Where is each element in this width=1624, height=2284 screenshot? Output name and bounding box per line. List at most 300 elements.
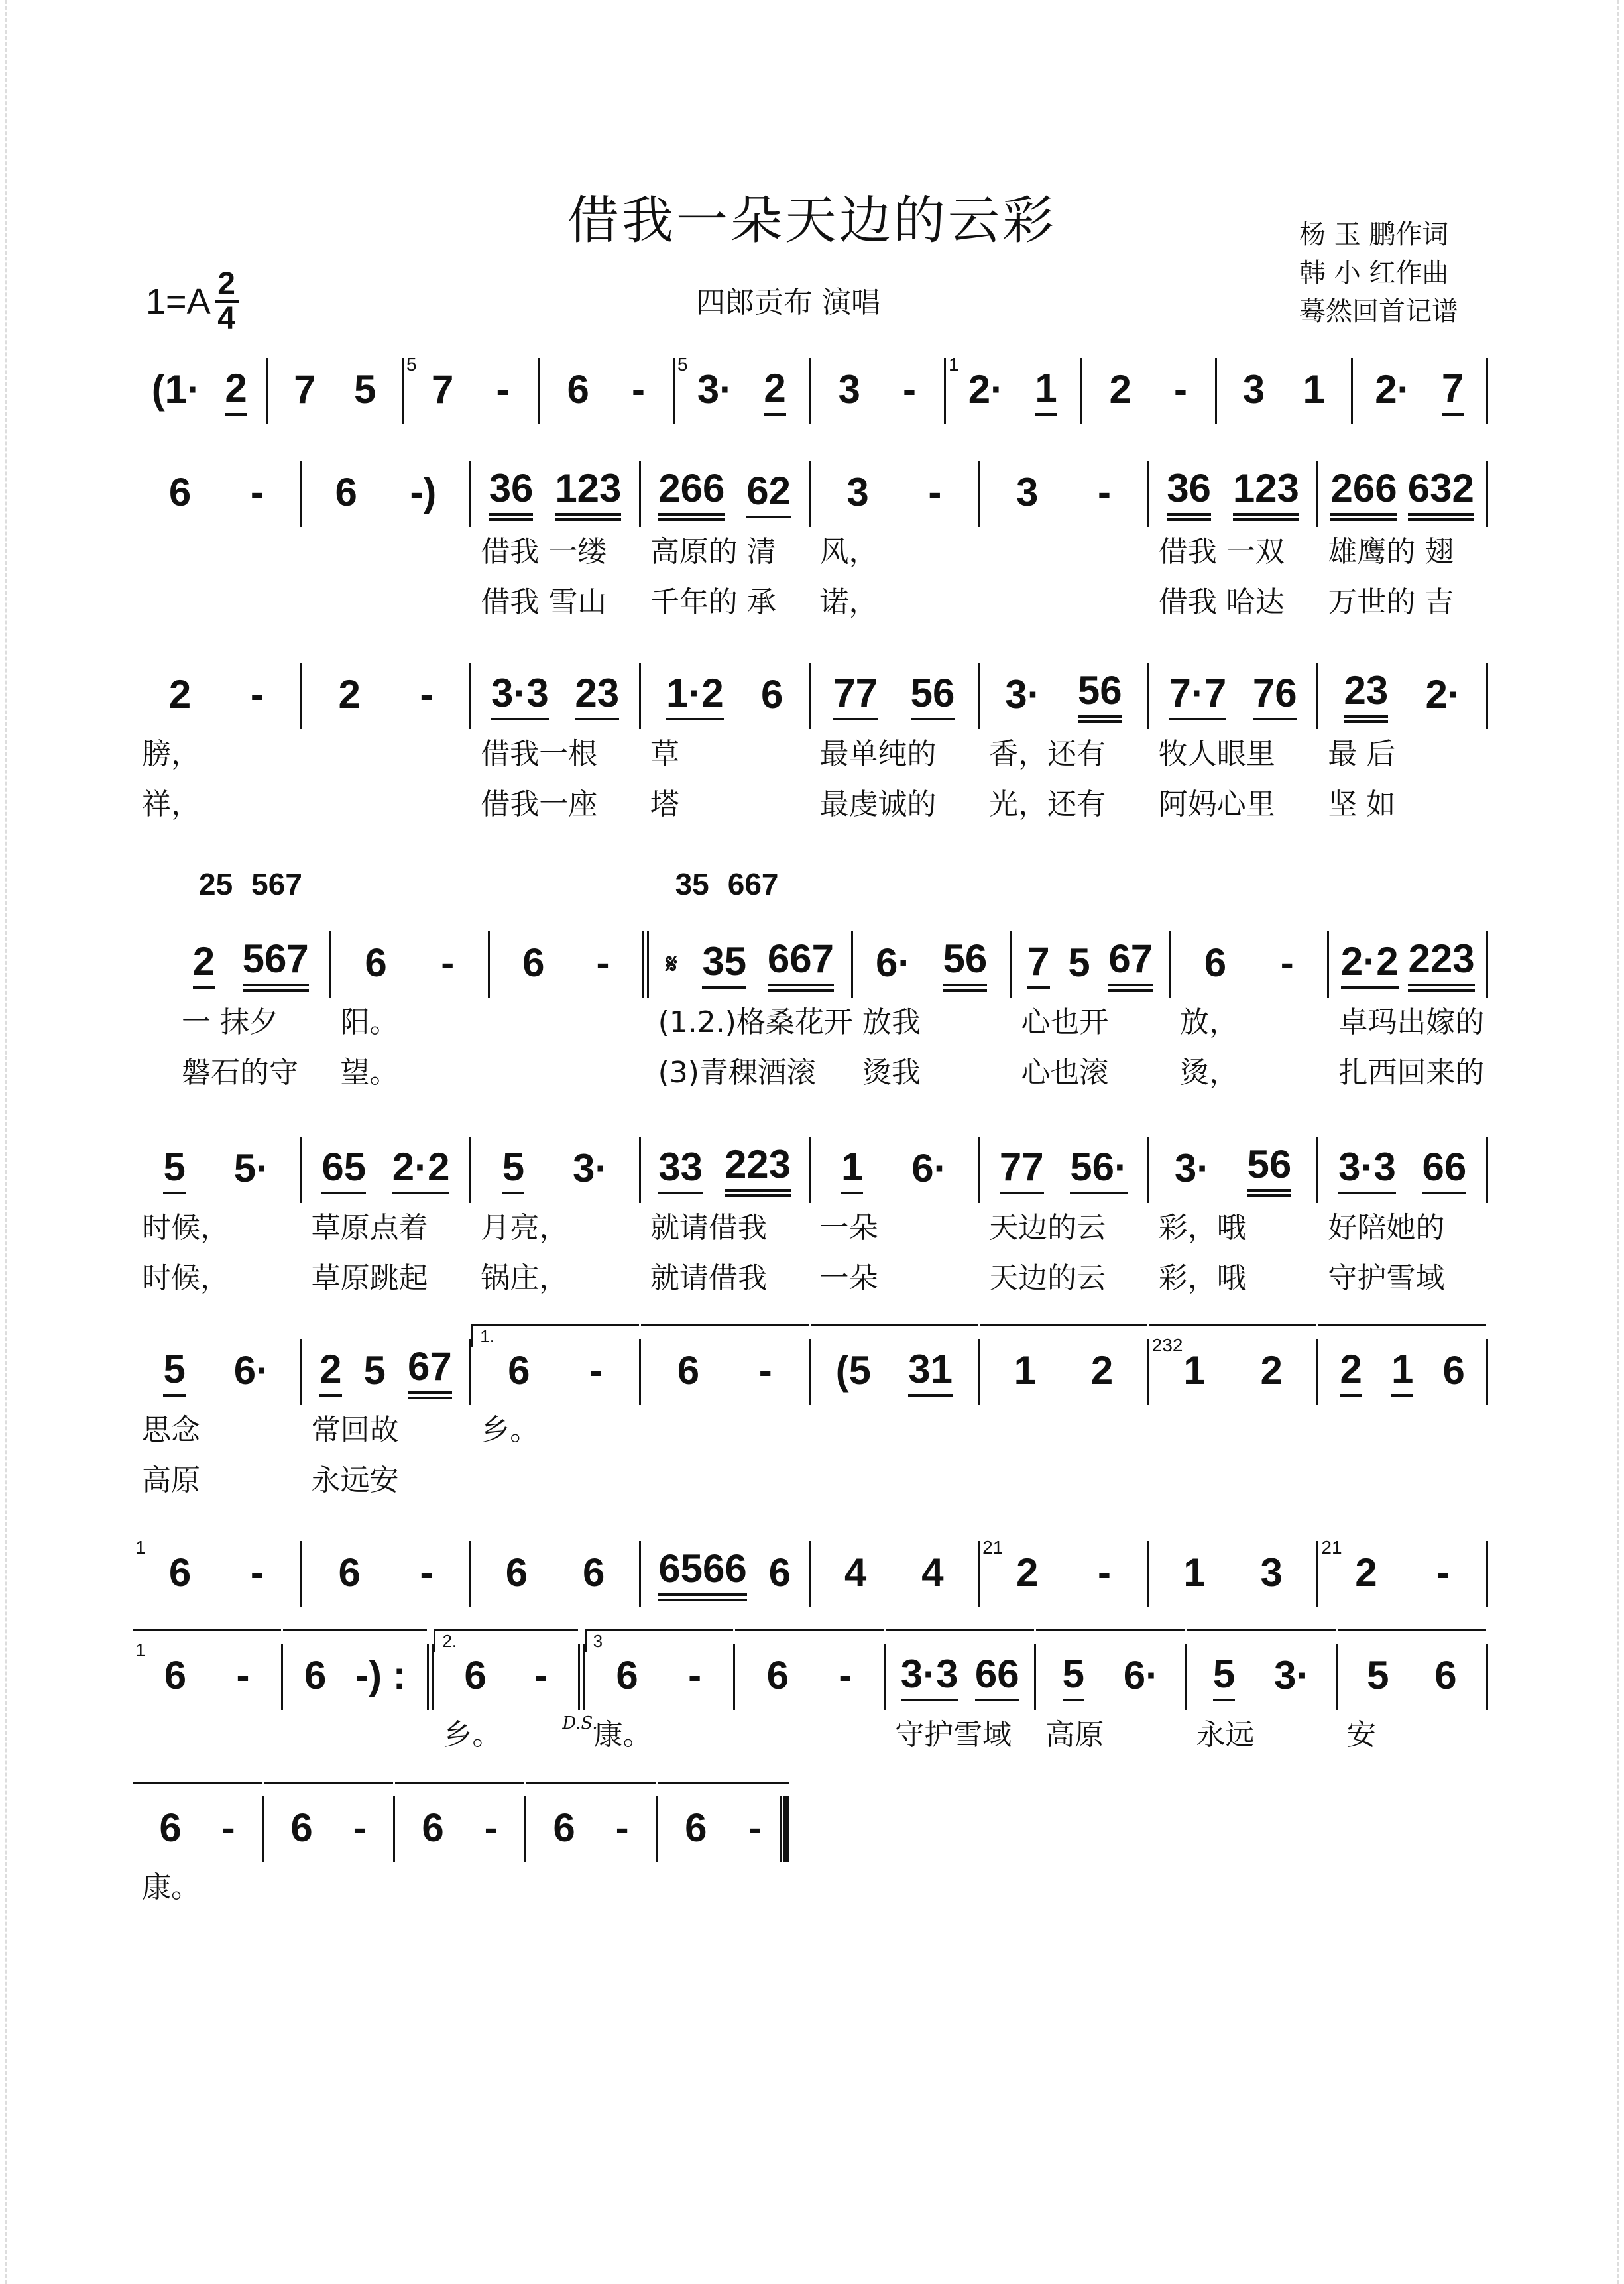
ossia-notes xyxy=(675,866,779,902)
lyric-verse-1: 草原点着 xyxy=(311,1211,428,1245)
lyric-verse-2: 烫我 xyxy=(862,1056,921,1090)
measure-notes xyxy=(1217,358,1353,424)
ossia-note-group: 25 xyxy=(199,867,233,901)
grace-note: 1 xyxy=(949,354,959,374)
measure xyxy=(302,1137,472,1304)
lyric-verse-1: 乡。 xyxy=(443,1718,502,1752)
note-group: 23 xyxy=(1344,669,1389,723)
note-group: 223 xyxy=(725,1143,791,1197)
measure xyxy=(302,1339,472,1506)
note-group: 76 xyxy=(1253,671,1297,720)
note-group: 23 xyxy=(575,671,619,720)
lyric-verse-1: 借我 一缕 xyxy=(481,535,607,569)
lyric-verse-1: 守护雪域 xyxy=(895,1718,1012,1752)
note-group: 3·3 xyxy=(901,1652,958,1701)
lyric-verse-1: 常回故 xyxy=(311,1413,399,1447)
note-group: 3 xyxy=(846,470,869,514)
note-group: - xyxy=(839,1653,852,1697)
volta-bracket: 1. xyxy=(471,1324,639,1347)
measure-notes xyxy=(853,931,1012,998)
note-group: 6 xyxy=(553,1805,575,1850)
lyric-verse-1: 就请借我 xyxy=(650,1211,767,1245)
lyric-verse-2: 永远安 xyxy=(311,1463,399,1497)
note-group: - xyxy=(221,1805,235,1850)
measure xyxy=(1318,663,1488,830)
measure xyxy=(1318,1537,1488,1607)
lyric-verse-2: 心也滚 xyxy=(1021,1056,1109,1090)
note-group: 33 xyxy=(658,1145,703,1194)
measure-notes xyxy=(1149,1335,1319,1405)
lyric-verse-2: 最虔诚的 xyxy=(819,787,937,821)
lyric-verse-2: 借我一座 xyxy=(481,787,598,821)
measure xyxy=(1149,663,1319,830)
note-group: 1 xyxy=(1035,367,1057,416)
note-group: 2 xyxy=(764,367,785,416)
note-group: 6 xyxy=(567,367,589,412)
lyric-verse-2: 草原跳起 xyxy=(311,1261,428,1295)
note-group: 6 xyxy=(422,1805,444,1850)
lyric-verse-1: 高原的 清 xyxy=(650,535,776,569)
lyric-verse-1: 草 xyxy=(650,737,679,771)
measure xyxy=(641,1541,811,1607)
note-group: 4 xyxy=(844,1550,867,1595)
key-label: 1=A xyxy=(146,282,211,321)
note-group: 1 xyxy=(1183,1348,1206,1393)
ds-marking: D.S. xyxy=(562,1713,598,1733)
measure-notes xyxy=(1318,1339,1488,1405)
measure-notes xyxy=(811,1541,980,1607)
note-group: - xyxy=(596,941,610,985)
measure-notes xyxy=(302,1339,472,1405)
note-group: 77 xyxy=(833,671,878,720)
measure xyxy=(471,461,641,628)
measure xyxy=(133,358,268,424)
note-group: 3 xyxy=(1015,470,1039,514)
lyric-verse-2: 就请借我 xyxy=(650,1261,767,1295)
lyric-verse-1: 彩，哦 xyxy=(1158,1211,1246,1245)
measure-notes xyxy=(1318,1137,1488,1203)
note-group: 6 xyxy=(522,941,545,985)
note-group: - xyxy=(1436,1550,1450,1595)
measure xyxy=(1036,1644,1187,1760)
lyric-verse-1: 乡。 xyxy=(481,1413,540,1447)
note-group: 123 xyxy=(1233,467,1299,521)
note-group: 1 xyxy=(841,1145,863,1194)
measure xyxy=(1318,1137,1488,1304)
note-group: 66 xyxy=(975,1652,1019,1701)
note-group: - xyxy=(1097,470,1111,514)
measure xyxy=(641,461,811,628)
note-group: 6 xyxy=(1442,1348,1465,1393)
measure-notes xyxy=(268,358,404,424)
measure xyxy=(395,1796,526,1913)
measure xyxy=(133,663,302,830)
measure xyxy=(811,1137,980,1304)
lyric-verse-1: 思念 xyxy=(142,1413,200,1447)
note-group: - xyxy=(250,1550,264,1595)
note-group: 7·7 xyxy=(1169,671,1227,720)
note-group: 6 xyxy=(168,470,192,514)
measure-notes xyxy=(811,358,947,424)
note-group: 2 xyxy=(1355,1550,1377,1595)
measure xyxy=(540,358,675,424)
note-group: 3· xyxy=(573,1146,609,1190)
score-line xyxy=(133,1796,789,1913)
measure-notes xyxy=(133,358,268,424)
measure-notes xyxy=(540,358,675,424)
note-group: 2 xyxy=(338,672,361,716)
volta-bracket-line xyxy=(980,1324,1147,1326)
lyric-verse-2: 诺， xyxy=(819,585,878,619)
note-group: 65 xyxy=(321,1145,366,1194)
note-group: 632 xyxy=(1408,467,1474,521)
volta-bracket: 3 xyxy=(585,1629,733,1652)
note-group: 6 xyxy=(766,1653,789,1697)
lyric-verse-1: 香，还有 xyxy=(989,737,1106,771)
note-group: 3· xyxy=(697,367,733,412)
lyric-verse-2: 借我 哈达 xyxy=(1158,585,1285,619)
lyric-verse-2: 塔 xyxy=(650,787,679,821)
measure xyxy=(133,1339,302,1506)
note-group: 2 xyxy=(319,1347,341,1397)
measure xyxy=(133,1537,302,1607)
lyric-verse-1: (1.2.)格桑花开 xyxy=(658,1005,853,1039)
lyric-verse-2: 锅庄， xyxy=(481,1261,569,1295)
measure xyxy=(980,1537,1149,1607)
measure xyxy=(980,461,1149,628)
lyric-verse-1: 最 后 xyxy=(1328,737,1396,771)
note-group: 6 xyxy=(335,470,357,514)
grace-note: 21 xyxy=(1321,1537,1342,1558)
measure xyxy=(404,354,540,424)
volta-bracket-line xyxy=(283,1629,427,1631)
note-group: 6 xyxy=(508,1348,530,1393)
note-group: 6 xyxy=(365,941,387,985)
measure xyxy=(658,1796,789,1913)
lyric-verse-1: 阳。 xyxy=(340,1005,399,1039)
note-group: 77 xyxy=(1000,1145,1044,1194)
measure-notes xyxy=(946,354,1082,424)
note-group: 2 xyxy=(168,672,192,716)
note-group: - xyxy=(250,672,264,716)
measure xyxy=(811,461,980,628)
note-group: 3· xyxy=(1274,1653,1310,1697)
score-line xyxy=(133,354,1488,424)
note-group: - xyxy=(688,1653,702,1697)
lyric-verse-1: 放， xyxy=(1179,1005,1238,1039)
note-group: 5 xyxy=(1213,1652,1235,1701)
volta-bracket-line xyxy=(526,1782,656,1784)
measure-notes xyxy=(641,663,811,729)
measure xyxy=(1318,461,1488,628)
measure xyxy=(133,1640,283,1760)
volta-bracket-line xyxy=(641,1324,809,1326)
note-group: 2 xyxy=(1260,1348,1283,1393)
measure-notes xyxy=(471,663,641,729)
measure xyxy=(886,1644,1036,1760)
measure-notes xyxy=(811,1339,980,1405)
measure-notes xyxy=(675,354,811,424)
note-group: 4 xyxy=(921,1550,944,1595)
measure-notes xyxy=(133,1640,283,1710)
score-line xyxy=(133,461,1488,628)
volta-bracket-line xyxy=(886,1629,1034,1631)
note-group: 3· xyxy=(1174,1146,1210,1190)
measure-notes xyxy=(395,1796,526,1862)
measure xyxy=(1318,1339,1488,1506)
note-group: 223 xyxy=(1408,937,1474,992)
lyric-verse-1: 风， xyxy=(819,535,878,569)
lyric-verse-2: 高原 xyxy=(142,1463,200,1497)
measure-notes xyxy=(1082,358,1218,424)
note-group: 7 xyxy=(1027,940,1049,989)
measure xyxy=(641,1339,811,1506)
note-group: - xyxy=(441,941,455,985)
measure xyxy=(641,1137,811,1304)
note-group: 266 xyxy=(1330,467,1397,521)
lyric-verse-1: 天边的云 xyxy=(989,1211,1106,1245)
note-group: 6 xyxy=(760,672,783,716)
grace-note: 1 xyxy=(135,1640,146,1660)
measure xyxy=(811,1339,980,1506)
measure-notes xyxy=(133,663,302,729)
measure xyxy=(1012,931,1171,1098)
lyric-verse-1: 牧人眼里 xyxy=(1158,737,1275,771)
note-group: -) : xyxy=(355,1653,406,1697)
score-line xyxy=(133,1631,1488,1760)
note-group: 6 xyxy=(505,1550,528,1595)
note-group: (1· xyxy=(151,367,201,412)
lyric-verse-1: 好陪她的 xyxy=(1328,1211,1445,1245)
measure xyxy=(133,1796,264,1913)
measure-notes xyxy=(1353,358,1489,424)
note-group: - xyxy=(902,367,916,412)
note-group: 6 xyxy=(768,1550,791,1595)
measure xyxy=(641,663,811,830)
measure-notes xyxy=(1149,663,1319,729)
note-group: - xyxy=(1097,1550,1111,1595)
segno-sign: 𝄋 xyxy=(666,949,677,979)
measure-notes xyxy=(434,1631,584,1710)
measure xyxy=(302,663,472,830)
ossia-note-group: 567 xyxy=(251,867,302,901)
volta-bracket-line xyxy=(811,1324,978,1326)
note-group: 2 xyxy=(1015,1550,1039,1595)
note-group: 1 xyxy=(1303,367,1325,412)
note-group: 567 xyxy=(243,937,309,992)
measure xyxy=(980,1137,1149,1304)
note-group: 67 xyxy=(408,1345,452,1399)
note-group: 6 xyxy=(464,1653,487,1697)
measure xyxy=(1217,358,1353,424)
measure-notes xyxy=(658,1796,789,1862)
measure-notes xyxy=(886,1644,1036,1710)
measure xyxy=(1171,931,1330,1098)
measure xyxy=(1149,1335,1319,1506)
note-group: 2 xyxy=(225,367,247,416)
singer-credit: 四郎贡布 演唱 xyxy=(696,286,880,319)
note-group: 5 xyxy=(163,1347,185,1397)
measure xyxy=(811,358,947,424)
lyric-verse-1: 心也开 xyxy=(1021,1005,1109,1039)
measure xyxy=(133,1137,302,1304)
volta-bracket-line xyxy=(133,1629,281,1631)
measure-notes xyxy=(471,461,641,527)
note-group: 56 xyxy=(943,937,988,992)
note-group: 6 xyxy=(159,1805,182,1850)
key-signature xyxy=(146,268,239,335)
note-group: 2· xyxy=(1375,367,1411,412)
measure-notes xyxy=(1318,1537,1488,1607)
note-group: 6 xyxy=(1204,941,1227,985)
measure-notes xyxy=(471,1541,641,1607)
note-group: 6 xyxy=(338,1550,361,1595)
lyric-verse-2: (3)青稞酒滚 xyxy=(658,1056,816,1090)
lyric-verse-1: 永远 xyxy=(1196,1718,1255,1752)
note-group: 2 xyxy=(1109,367,1131,412)
measure-notes xyxy=(264,1796,395,1862)
note-group: 1 xyxy=(1391,1347,1413,1397)
score-line xyxy=(133,663,1488,830)
note-group: 6· xyxy=(911,1146,947,1190)
measure xyxy=(526,1796,658,1913)
note-group: 56 xyxy=(911,671,955,720)
note-group: 6 xyxy=(685,1805,707,1850)
note-group: - xyxy=(236,1653,250,1697)
note-group: 6· xyxy=(233,1348,270,1393)
note-group: 6· xyxy=(1123,1653,1159,1697)
lyric-verse-1: 放我 xyxy=(862,1005,921,1039)
measure-notes xyxy=(641,1137,811,1203)
lyric-verse-2: 光，还有 xyxy=(989,787,1106,821)
note-group: 6 xyxy=(583,1550,605,1595)
volta-bracket-line xyxy=(735,1629,884,1631)
measure-notes xyxy=(1012,931,1171,998)
measure xyxy=(264,1796,395,1913)
measure xyxy=(331,931,491,1098)
measure xyxy=(172,867,331,1098)
measure xyxy=(471,663,641,830)
grace-note: 1 xyxy=(135,1537,146,1558)
measure-notes xyxy=(302,461,472,527)
measure-notes xyxy=(980,663,1149,729)
lyric-verse-1: 高原 xyxy=(1045,1718,1104,1752)
measure-notes xyxy=(811,461,980,527)
note-group: 1 xyxy=(1183,1550,1206,1595)
note-group: 5· xyxy=(233,1146,270,1190)
measure xyxy=(735,1644,886,1760)
note-group: 3· xyxy=(1005,672,1041,716)
measure-notes xyxy=(283,1644,434,1710)
volta-bracket-line xyxy=(1318,1324,1486,1326)
lyric-verse-1: 雄鹰的 翅 xyxy=(1328,535,1454,569)
credits xyxy=(1299,215,1458,331)
note-group: 56 xyxy=(1078,669,1122,723)
measure xyxy=(471,1541,641,1607)
measure xyxy=(283,1644,434,1760)
lyric-verse-1: 一 抹夕 xyxy=(182,1005,278,1039)
measure xyxy=(471,1137,641,1304)
measure xyxy=(302,461,472,628)
score-line xyxy=(133,1537,1488,1607)
lyric-verse-2: 天边的云 xyxy=(989,1261,1106,1295)
lyric-verse-2: 阿妈心里 xyxy=(1158,787,1275,821)
lyric-verse-1: 卓玛出嫁的 xyxy=(1338,1005,1485,1039)
lyric-verse-2: 坚 如 xyxy=(1328,787,1396,821)
note-group: 3 xyxy=(1242,367,1265,412)
measure-notes xyxy=(133,1137,302,1203)
measure-notes xyxy=(172,931,331,998)
measure xyxy=(302,1541,472,1607)
note-group: 5 xyxy=(1367,1653,1389,1697)
note-group: 5 xyxy=(502,1145,524,1194)
grace-note: 21 xyxy=(982,1537,1004,1558)
measure-notes xyxy=(649,931,853,998)
measure xyxy=(1187,1644,1338,1760)
measure xyxy=(1149,1541,1319,1607)
note-group: 2· xyxy=(968,367,1004,412)
note-group: 3 xyxy=(838,367,860,412)
measure xyxy=(1149,1137,1319,1304)
measure xyxy=(1329,931,1488,1098)
note-group: 5 xyxy=(1068,941,1090,985)
note-group: 1 xyxy=(1014,1348,1036,1393)
measure-notes xyxy=(1149,461,1319,527)
volta-bracket-line xyxy=(1036,1629,1185,1631)
measure-notes xyxy=(490,931,649,998)
time-signature xyxy=(215,268,239,335)
measure xyxy=(649,867,853,1098)
note-group: 6 xyxy=(290,1805,313,1850)
note-group: 2·2 xyxy=(392,1145,450,1194)
note-group: 67 xyxy=(1108,937,1153,992)
note-group: 2 xyxy=(193,940,215,989)
note-group: - xyxy=(615,1805,629,1850)
note-group: 3·3 xyxy=(491,671,549,720)
volta-bracket-line xyxy=(1338,1629,1486,1631)
measure-notes xyxy=(811,663,980,729)
measure-notes xyxy=(331,931,491,998)
note-group: 31 xyxy=(908,1347,953,1397)
note-group: 6· xyxy=(875,941,911,985)
measure-notes xyxy=(1171,931,1330,998)
measure-notes xyxy=(133,1339,302,1405)
measure xyxy=(471,1326,641,1506)
lyric-verse-1: 借我一根 xyxy=(481,737,598,771)
measure xyxy=(490,931,649,1098)
note-group: 7 xyxy=(294,367,316,412)
note-group: 7 xyxy=(1442,367,1464,416)
score-line xyxy=(172,867,1488,1098)
note-group: 2 xyxy=(1090,1348,1114,1393)
note-group: - xyxy=(631,367,645,412)
lyric-verse-2: 千年的 承 xyxy=(650,585,776,619)
note-group: - xyxy=(420,1550,434,1595)
note-group: - xyxy=(748,1805,762,1850)
note-group: 1·2 xyxy=(666,671,724,720)
measure-notes xyxy=(811,1137,980,1203)
note-group: - xyxy=(534,1653,548,1697)
lyric-verse-2: 彩，哦 xyxy=(1158,1261,1246,1295)
measure-notes xyxy=(471,1137,641,1203)
volta-bracket-line xyxy=(658,1782,789,1784)
measure-notes xyxy=(133,1796,264,1862)
volta-bracket-line xyxy=(395,1782,524,1784)
measure-notes xyxy=(1318,461,1488,527)
measure-notes xyxy=(1329,931,1488,998)
lyric-verse-1: 时候， xyxy=(142,1211,229,1245)
note-group: 35 xyxy=(702,940,746,989)
